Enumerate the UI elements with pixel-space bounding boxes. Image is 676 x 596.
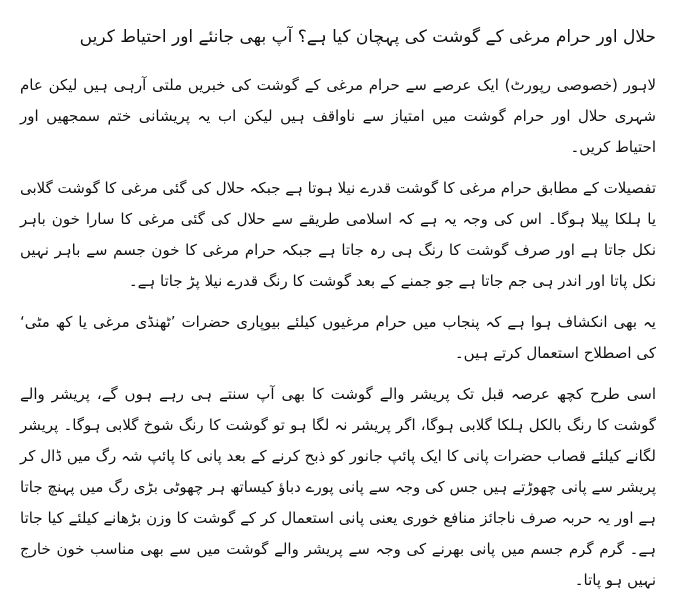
article-paragraph-details: تفصیلات کے مطابق حرام مرغی کا گوشت قدرے نیلا ہوتا ہے جبکہ حلال کی گئی مرغی کا گوشت گلابی یا ہلکا پیلا ہوگا۔ اس کی وجہ یہ ہے کہ اسلامی طریقے سے حلال کی گئی مرغی کا سارا خون باہر نکل جاتا ہے اور صرف گوشت کا رنگ ہی رہ جاتا ہے جبکہ حرام مرغی کا خون جسم سے باہر نہیں نکل پاتا اور اندر ہی جم جاتا ہے جو جمنے کے بعد گوشت کا رنگ قدرے نیلا پڑ جاتا ہے۔ [20, 179, 656, 290]
article-paragraph-pressure-meat: اسی طرح کچھ عرصہ قبل تک پریشر والے گوشت کا بھی آپ سنتے ہی رہے ہوں گے، پریشر والے گوشت کا رنگ بالکل ہلکا گلابی ہوگا، اگر پریشر نہ لگا ہو تو گوشت کا رنگ شوخ گلابی ہوگا۔ پریشر لگانے کیلئے قصاب حضرات پانی کا ایک پائپ جانور کو ذبح کرنے کے بعد پانی کا پائپ شہ رگ میں ڈال کر پریشر سے پانی چھوڑتے ہیں جس کی وجہ سے پانی پورے دباؤ کیساتھ ہر چھوٹی بڑی رگ میں پہنچ جاتا ہے اور یہ حربہ صرف ناجائز منافع خوری یعنی پانی استعمال کر کے گوشت کا وزن بڑھانے کیلئے کیا جاتا ہے۔ گرم گرم جسم میں پانی بھرنے کی وجہ سے پریشر والے گوشت میں سے بھی مناسب خون خارج نہیں ہو پاتا۔ [20, 385, 656, 589]
article-paragraph-disclosure: یہ بھی انکشاف ہوا ہے کہ پنجاب میں حرام مرغیوں کیلئے بیوپاری حضرات ’ٹھنڈی مرغی یا کھ مٹی‘ کی اصطلاح استعمال کرتے ہیں۔ [20, 313, 656, 362]
article-paragraph-intro: لاہور (خصوصی رپورٹ) ایک عرصے سے حرام مرغی کے گوشت کی خبریں ملتی آرہی ہیں لیکن عام شہری حلال اور حرام گوشت میں امتیاز سے ناواقف ہیں لیکن اب یہ پریشانی ختم سمجھیں اور احتیاط کریں۔ [20, 76, 656, 156]
article-headline: حلال اور حرام مرغی کے گوشت کی پہچان کیا ہے؟ آپ بھی جانئے اور احتیاط کریں [79, 27, 656, 47]
